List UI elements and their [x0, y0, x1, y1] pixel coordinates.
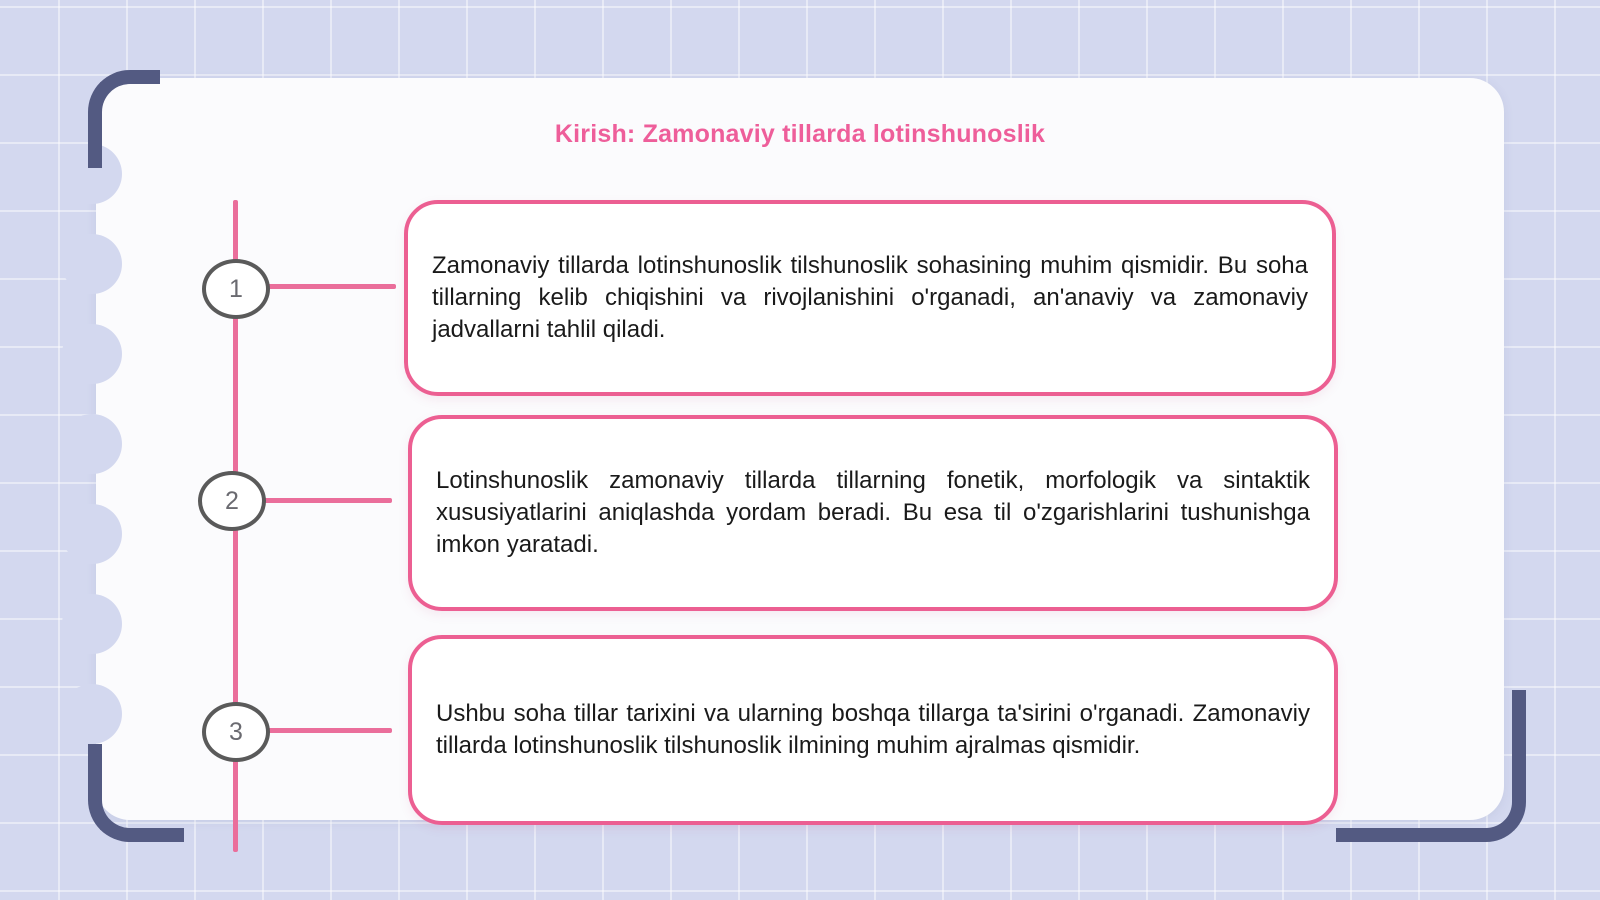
- page-notch: [62, 414, 122, 474]
- timeline-connector-1: [262, 284, 396, 289]
- card-text: Zamonaviy tillarda lotinshunoslik tilshunoslik sohasining muhim qismidir. Bu soha tillarning kelib chiqishini va rivojlanishini o'rganadi, an'anaviy va zamonaviy jadvallarni tahlil qiladi.: [432, 252, 1308, 343]
- corner-bracket-bottom-left: [88, 744, 184, 842]
- slide-title: Kirish: Zamonaviy tillarda lotinshunoslik: [554, 120, 1046, 148]
- timeline-connector-3: [262, 728, 392, 733]
- page-notch: [62, 234, 122, 294]
- corner-bracket-bottom-right: [1336, 690, 1526, 842]
- corner-bracket-top-left: [88, 70, 160, 168]
- page-notch: [62, 594, 122, 654]
- page-notch: [62, 324, 122, 384]
- timeline-card-1: [404, 200, 1336, 396]
- card-text: Lotinshunoslik zamonaviy tillarda tillarning fonetik, morfologik va sintaktik xususiyatlarini aniqlashda yordam beradi. Bu esa til o'zgarishlarini tushunishga imkon yaratadi.: [436, 467, 1310, 558]
- page-notch: [62, 684, 122, 744]
- timeline-connector-2: [258, 498, 392, 503]
- timeline-card-2: [408, 415, 1338, 611]
- page-notch: [62, 504, 122, 564]
- card-text: Ushbu soha tillar tarixini va ularning boshqa tillarga ta'sirini o'rganadi. Zamonaviy tillarda lotinshunoslik tilshunoslik ilmining muhim ajralmas qismidir.: [436, 700, 1310, 759]
- timeline-marker-3: 3: [202, 702, 270, 762]
- timeline-marker-1: 1: [202, 259, 270, 319]
- timeline-card-3: [408, 635, 1338, 825]
- timeline-marker-2: 2: [198, 471, 266, 531]
